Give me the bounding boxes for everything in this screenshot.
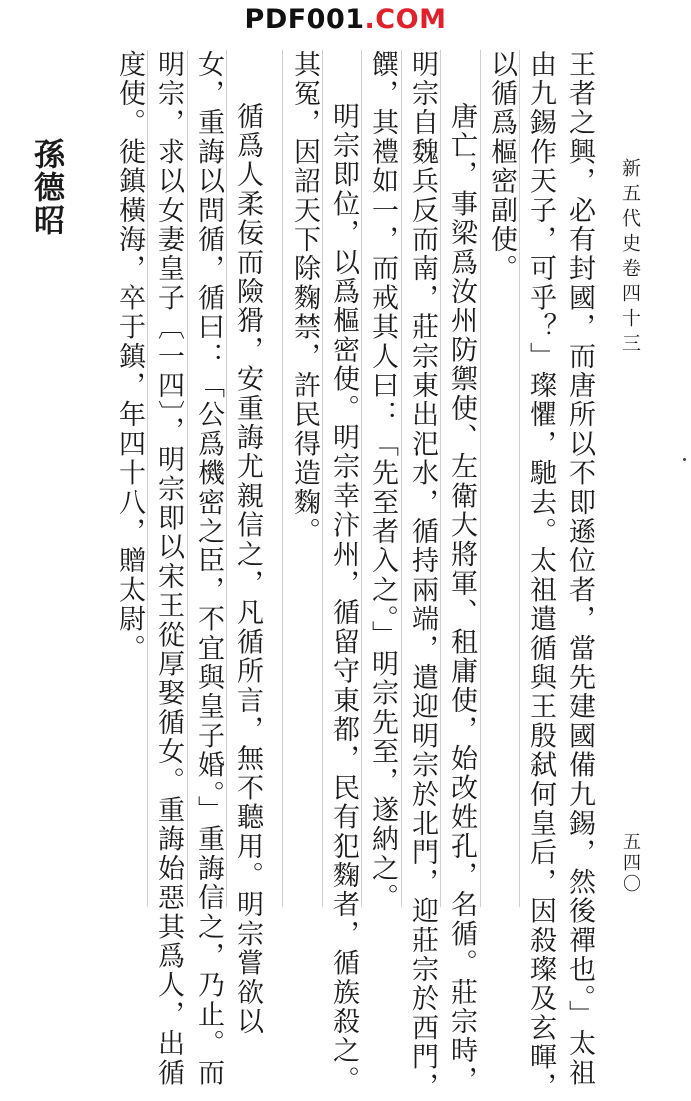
column-rule — [187, 50, 188, 907]
watermark-logo — [0, 2, 691, 38]
running-header-title: 新五代史卷四十三 — [619, 158, 641, 358]
body-column: 饌，其禮如一，而戒其人曰：「先至者入之。」明宗先至，遂納之。 — [367, 50, 398, 913]
column-rule — [440, 50, 441, 907]
body-column: 唐亡，事梁爲汝州防禦使、左衛大將軍、租庸使，始改姓孔，名循。莊宗時， — [446, 102, 477, 1095]
body-column: 明宗，求以女妻皇子〔一四〕，明宗即以宋王從厚娶循女。重誨始惡其爲人，出循 — [153, 50, 184, 1088]
column-rule — [226, 50, 227, 907]
body-column: 王者之興，必有封國，而唐所以不即遜位者，當先建國備九錫，然後禪也。」太祖 — [564, 50, 595, 1088]
column-rule — [401, 50, 402, 907]
body-column: 明宗即位，以爲樞密使。明宗幸汴州，循留守東都，民有犯麴者，循族殺之。 — [328, 102, 359, 1095]
column-rule — [282, 50, 283, 907]
column-rule — [322, 50, 323, 907]
body-column: 明宗自魏兵反而南，莊宗東出汜水，循持兩端，遣迎明宗於北門，迎莊宗於西門， — [407, 50, 438, 1101]
page-number: 五四〇 — [620, 832, 641, 895]
column-rule — [519, 50, 520, 907]
column-rule — [480, 50, 481, 907]
body-column: 女，重誨以問循，循曰：「公爲機密之臣，不宜與皇子婚。」重誨信之，乃止。而 — [193, 50, 224, 1088]
column-rule — [361, 50, 362, 907]
body-column: 其冤，因詔天下除麴禁，許民得造麴。 — [289, 50, 320, 547]
watermark-text-domain: .COM — [364, 4, 447, 35]
body-column: 度使。徙鎮橫海，卒于鎮，年四十八，贈太尉。 — [114, 50, 145, 664]
section-heading: 孫德昭 — [28, 138, 64, 237]
scan-speck — [683, 458, 686, 461]
column-rule — [147, 50, 148, 907]
body-column: 以循爲樞密副使。 — [486, 50, 517, 284]
watermark-text-main: PDF001 — [244, 4, 365, 35]
body-column: 循爲人柔佞而險猾，安重誨尤親信之，凡循所言，無不聽用。明宗嘗欲以 — [232, 102, 263, 1037]
body-column: 由九錫作天子，可乎？」璨懼，馳去。太祖遣循與王殷弑何皇后，因殺璨及玄暉， — [525, 50, 556, 1101]
